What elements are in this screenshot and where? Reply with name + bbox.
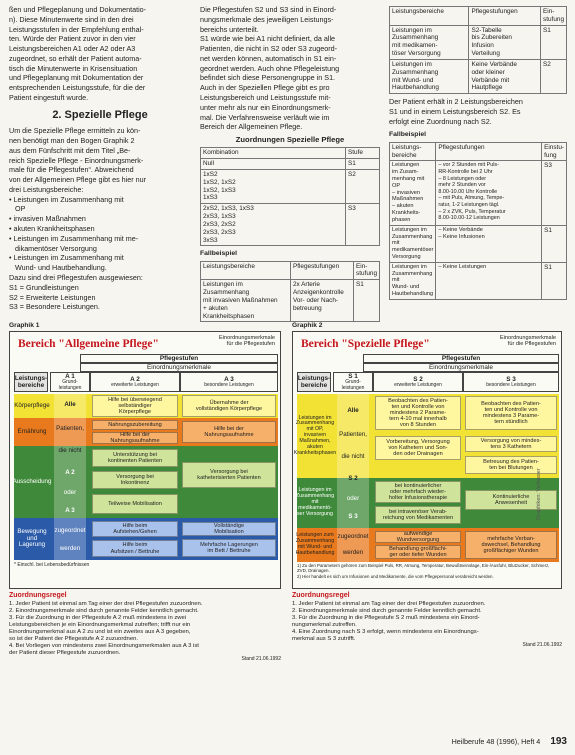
level-word: oder — [346, 494, 360, 502]
zuord-line: Einordnungsmerkmal aus A 2 zu und ist ein zweites aus A 3 gegeben, — [9, 629, 191, 636]
row-label: Leistungen zum Zusammenhang mit Wund- und Hautbehandlung — [295, 532, 335, 556]
graphic-2-label: Graphik 2 — [292, 322, 323, 329]
graphic-footnote: * Einschl. bei Lebensbedürfnissen — [14, 562, 90, 568]
graphic-footnote: 1) Zu den Parametern gehören zum Beispiel Puls, RR, Atmung, Temperatur, Bewußtseinslage, Ein-/Ausfuhr, Blutzucker, Schmerz, ZVD, Drainagen. — [297, 563, 550, 573]
page-number: 193 — [550, 736, 567, 747]
line: entsprechenden Leistungsstufe, für die der — [9, 83, 146, 93]
merkmale-header: Einordnungsmerkmale — [80, 363, 278, 372]
table-row — [390, 161, 567, 225]
table-cell: Leistungen im Zusam- menhang mit OP – invasiven Maßnahmen – akuten Krankheits- phasen — [390, 161, 436, 225]
table-header-row — [390, 7, 567, 26]
table-header: Pflegestufungen — [436, 142, 542, 161]
row-label: Leistungen im Zusammenhang mit medikamentö- ser Versorgung — [295, 487, 335, 517]
s2-cell: Beobachten des Patien- ten und Kontrolle von mindestens 2 Parame- tern 4-10 mal innerhalb von 8 Stunden — [375, 396, 461, 430]
level-word: Patienten, — [56, 424, 84, 432]
table-cell: 2xS2, 1xS3, 1xS3 2xS3, 1xS3 2xS3, 2xS2 2xS3, 2xS3 3xS3 — [201, 204, 346, 246]
col-code: S 3 — [506, 375, 516, 383]
zuord-line: nungsmerkmal zutreffen. — [292, 622, 357, 629]
a2-cell: Unterstützung bei kontinenten Patienten — [92, 449, 178, 467]
col-code: S 1 — [348, 372, 358, 380]
table-cell: 2x Arterie Anzeigenkontrolle Vor- oder Nach- betreuung — [290, 280, 353, 322]
a2-cell: Versorgung bei Inkontinenz — [92, 471, 178, 489]
line: S1 würde wie bei A1 nicht definiert, da alle — [200, 34, 336, 44]
line: ßen und Pflegeplanung und Dokumentatio- — [9, 5, 147, 14]
line: nen benötigt man den Bogen Graphik 2 — [9, 136, 135, 145]
pflegestufen-header: Pflegestufen — [363, 354, 559, 363]
col-head-s1 — [333, 372, 373, 392]
col-head-a3 — [180, 372, 278, 392]
level-word: oder — [63, 488, 77, 496]
merkmale-header: Einordnungsmerkmale — [363, 363, 559, 372]
level-word: A 3 — [65, 506, 75, 514]
a2-cell: Hilfe beim Aufstehen/Gehen — [92, 521, 178, 537]
col-sub: Grund- leistungen — [58, 379, 82, 391]
zuord-line: 4. Eine Zuordnung nach S 3 erfolgt, wenn mindestens ein Einordnungs- — [292, 629, 479, 636]
row-label: Körperpflege — [14, 401, 50, 409]
line: geordnet werden. Auch ohne Pflegeleistung — [200, 63, 340, 73]
row-label: Ausscheidung — [12, 477, 52, 485]
table-cell: – vor 2 Stunden mit Puls- RR-Kontrolle bei 2 Uhr – 8 Leistungen oder mehr 2 Stunden vor 8.00-10.00 Uhr Kontrolle – mit Puls, Atmung, Tempe- ratur, 1-2 Leistungen tägl. – 2 x ZVK, Puls, Temperatur 8.00-10.00-12 Leistungen — [436, 161, 542, 225]
line: S1 = Grundleistungen — [9, 282, 79, 292]
a2-cell: Hilfe beim Aufsitzen / Bettruhe — [92, 540, 178, 557]
s2-cell: bei kontinuierlicher oder mehrfach wieder- holter Infusionstherapie — [375, 481, 461, 503]
a2-cell: Nahrungszubereitung — [92, 420, 178, 430]
table-row — [201, 159, 380, 170]
table-cell: S1 — [354, 280, 380, 322]
zuordnungsregel-1 — [9, 592, 281, 663]
line: bereichs unterteilt. — [200, 24, 259, 34]
table-cell: S3 — [542, 161, 567, 225]
col-code: A 2 — [130, 375, 140, 383]
bullet: dikamentöser Versorgung — [15, 243, 97, 253]
bullet: • akuten Krankheitsphasen — [9, 224, 95, 234]
s3-cell: Beobachten des Patien- ten und Kontrolle von mindestens 3 Parame- tern stündlich — [465, 396, 557, 430]
line: Patient eingestuft wurde. — [9, 93, 89, 103]
level-word: A 2 — [65, 468, 75, 476]
table-cell: – Keine Verbände – Keine Infusionen — [436, 225, 542, 262]
table-cell: S1 — [542, 262, 567, 299]
section-heading: 2. Spezielle Pflege — [52, 108, 148, 121]
table-row — [390, 25, 567, 59]
line: Der Patient erhält in 2 Leistungsbereichen — [389, 97, 523, 107]
top-table — [389, 6, 567, 94]
graphic-footnote: 2) Hier handelt es sich um Infusionen und Medikamente, die vom Pflegepersonal verabreicht werden. — [297, 574, 494, 579]
line: Leistungsbereich und Leistungsstufe mit- — [200, 93, 331, 103]
graphic-1 — [9, 331, 281, 589]
level-word: Patienten, — [339, 430, 367, 438]
graphic-subtitle: Einordnungsmerkmale für die Pflegestufen — [219, 335, 275, 348]
level-word: die nicht — [58, 446, 82, 454]
assignments-table — [200, 147, 380, 246]
zuord-line: Leistungsbereichen je ein Einordnungsmerkmal zutreffen; trifft nur ein — [9, 622, 191, 629]
table-header: Einstu- fung — [542, 142, 567, 161]
a3-cell: Hilfe bei der Nahrungsaufnahme — [182, 421, 276, 443]
table-cell: S1 — [541, 25, 567, 59]
s2-cell: bei intravenöser Verab- reichung von Medikamenten — [375, 506, 461, 524]
table-row — [390, 59, 567, 93]
line: Um die Spezielle Pflege ermitteln zu kön- — [9, 126, 141, 136]
a3-cell: Mehrfache Lagerungen im Bett / Bettruhe — [182, 539, 276, 557]
zuord-line: 1. Jeder Patient ist einmal am Tag einer der drei Pflegestufen zuzuordnen. — [292, 601, 486, 608]
s2-cell: aufwendige Wundversorgung — [375, 531, 461, 543]
line: n). Diese Minutenwerte sind in den drei — [9, 14, 134, 24]
table-cell: Leistungen im Zusammenhang mit medikamen- töser Versorgung — [390, 25, 469, 59]
case-table — [200, 261, 380, 323]
level-word: zugeordnet — [337, 532, 369, 540]
table-row — [201, 280, 380, 322]
table-cell: S2 — [541, 59, 567, 93]
table-header: Pflegestufungen — [290, 261, 353, 280]
level-word: werden — [342, 548, 364, 556]
table-header-row — [201, 148, 380, 159]
line: mal. Die Verfahrensweise verläuft wie im — [200, 112, 330, 122]
level-word: zugeordnet — [54, 526, 86, 534]
line: S1 und in einem Leistungsbereich S2. Es — [389, 106, 521, 116]
a2-cell: Hilfe bei überwiegend selbständiger Körperpflege — [92, 395, 178, 417]
case-table-2 — [389, 142, 567, 300]
line: net werden können, automatisch in S1 ein- — [200, 53, 337, 63]
table-cell: Leistungen im Zusammenhang mit medikamentöser Versorgung — [390, 225, 436, 262]
col2-para — [200, 6, 380, 132]
table-row — [201, 170, 380, 204]
graphic-title: Bereich "Spezielle Pflege" — [301, 338, 430, 350]
stand-date: Stand 21.06.1992 — [522, 642, 562, 649]
zuord-line: 1. Jeder Patient ist einmal am Tag einer der drei Pflegestufen zuzuordnen. — [9, 601, 203, 608]
table-header: Leistungsbereiche — [201, 261, 291, 280]
graphic-2 — [292, 331, 562, 589]
col1-para3 — [9, 274, 191, 312]
a2-cell: Hilfe bei der Nahrungsaufnahme — [92, 432, 178, 444]
col1-para1 — [9, 6, 191, 103]
table-title: Zuordnungen Spezielle Pflege — [235, 135, 345, 145]
bullet: Wund- und Hautbehandlung. — [15, 263, 107, 273]
bullet: • invasiven Maßnahmen — [9, 214, 86, 224]
col-sub: besondere Leistungen — [204, 381, 254, 388]
table-row — [390, 225, 567, 262]
case-example-label: Fallbeispiel — [200, 250, 238, 258]
s2-cell: Behandlung großflächi- ger oder tiefer Wunden — [375, 545, 461, 559]
line: Patienten, die nicht in S2 oder S3 zugeord- — [200, 44, 338, 54]
s3-cell: Betreuung des Patien- ten bei Blutungen — [465, 456, 557, 474]
col-sub: besondere Leistungen — [486, 381, 536, 388]
col-sub: erweiterte Leistungen — [394, 381, 442, 388]
table-row — [201, 204, 380, 246]
col-sub: erweiterte Leistungen — [111, 381, 159, 388]
table-cell: S2 — [346, 170, 380, 204]
stand-date: Stand 21.06.1992 — [241, 656, 281, 662]
level-word: werden — [59, 544, 81, 552]
leistungsbereiche-header: Leistungs- bereiche — [297, 372, 331, 392]
s2-cell: Vorbereitung, Versorgung von Kathetern und Son- den oder Drainagen — [375, 436, 461, 460]
line: nungsmerkmale des jeweiligen Leistungs- — [200, 14, 334, 24]
line: ten. Würde der Patient zuvor in den vier — [9, 34, 136, 44]
line: male für die Pflegestufen“. Abweichend — [9, 165, 134, 175]
line: tisch die Minutenwerte in Krisensituation — [9, 63, 138, 73]
table-header: Leistungsbereiche — [390, 7, 469, 26]
s3-cell: mehrfache Verban- dswechsel, Behandlung großflächiger Wunden — [465, 531, 557, 559]
level-word: Alle — [347, 406, 359, 414]
a3-cell: Vollständige Mobilisation — [182, 522, 276, 536]
bullet: • Leistungen im Zusammenhang mit — [9, 194, 124, 204]
line: erfolgt eine Zuordnung nach S2. — [389, 116, 492, 126]
level-word: S 2 — [348, 474, 358, 482]
row-label: Bewegung und Lagerung — [17, 527, 47, 549]
line: Leistungsbereichen A1 oder A2 oder A3 — [9, 44, 136, 54]
table-cell: – Keine Leistungen — [436, 262, 542, 299]
a2-cell: Teilweise Mobilisation — [92, 494, 178, 514]
line: Die Pflegestufen S2 und S3 sind in Einord- — [200, 5, 337, 14]
table-cell: S1 — [346, 159, 380, 170]
a3-cell: Übernahme der vollständigen Körperpflege — [182, 395, 276, 417]
table-header-row — [201, 261, 380, 280]
col-head-s2 — [373, 372, 463, 392]
level-word: S 3 — [348, 512, 358, 520]
table-header: Kombination — [201, 148, 346, 159]
table-cell: S1 — [542, 225, 567, 262]
zuord-line: merkmal aus S 3 zutrifft. — [292, 636, 356, 643]
line: befindet sich diese Personengruppe in S1. — [200, 73, 336, 83]
table-cell: Leistungen im Zusammenhang mit Wund- und Hautbehandlung — [390, 262, 436, 299]
col-head-a2 — [90, 372, 180, 392]
journal-reference: Heilberufe 48 (1996), Heft 4 — [451, 737, 541, 746]
graphic-title: Bereich "Allgemeine Pflege" — [18, 338, 159, 350]
line: Bereich der Allgemeinen Pflege. — [200, 122, 303, 132]
line: reich Spezielle Pflege - Einordnungsmerk- — [9, 155, 144, 165]
col-code: A 3 — [224, 375, 234, 383]
table-header: Ein- stufung — [541, 7, 567, 26]
zuord-line: 4. Bei Vorliegen von mindestens zwei Einordnungsmerkmalen aus A 3 ist — [9, 643, 199, 650]
text-column-3 — [389, 6, 567, 300]
table-cell: S3 — [346, 204, 380, 246]
line: Dazu sind drei Pflegestufen ausgewiesen: — [9, 272, 143, 282]
bullet: • Leistungen im Zusammenhang mit — [9, 253, 124, 263]
leistungsbereiche-header: Leistungs- bereiche — [14, 372, 48, 392]
side-credit: Graphiken: Verfasser — [536, 468, 542, 520]
text-column-1 — [9, 6, 191, 313]
page-footer — [380, 736, 567, 748]
level-word: die nicht — [341, 452, 365, 460]
bullet: • Leistungen im Zusammenhang mit me- — [9, 233, 139, 243]
row-label: Leistungen im Zusammenhang mit OP, invasiven Maßnahmen, akuten Krankheitsphasen — [293, 414, 337, 456]
table-header: Leistungs- bereiche — [390, 142, 436, 161]
table-cell: 1xS2 1xS2, 1xS2 1xS2, 1xS3 1xS3 — [201, 170, 346, 204]
table-cell: Leistungen im Zusammenhang mit invasiven Maßnahmen + akuten Krankheitsphasen — [201, 280, 291, 322]
zuord-title: Zuordnungsregel — [292, 592, 350, 599]
zuord-line: 2. Einordnungsmerkmale sind durch genannte Felder kenntlich gemacht. — [9, 608, 199, 615]
case-example-label: Fallbeispiel — [389, 131, 427, 139]
line: drei Leistungsbereiche: — [9, 184, 84, 194]
col-code: S 2 — [413, 375, 423, 383]
table-header: Ein- stufung — [354, 261, 380, 280]
line: S2 = Erweiterte Leistungen — [9, 292, 96, 302]
col-code: A 1 — [65, 372, 75, 380]
table-cell: Leistungen im Zusammenhang mit Wund- und Hautbehandlung — [390, 59, 469, 93]
zuord-title: Zuordnungsregel — [9, 592, 67, 599]
line: aus dem Fünfschritt mit dem Titel „Be- — [9, 145, 131, 155]
table-cell: Keine Verbände oder kleiner Verbände mit Hautpflege — [469, 59, 541, 93]
col-sub: Grund- leistungen — [341, 379, 365, 391]
zuord-line: so ist der Patient der Pflegestufe A 2 zuzuordnen. — [9, 636, 139, 643]
bullet: OP — [15, 204, 26, 214]
zuord-line: 2. Einordnungsmerkmale sind durch genannte Felder kenntlich gemacht. — [292, 608, 482, 615]
col1-para2 — [9, 127, 191, 194]
pflegestufen-header: Pflegestufen — [80, 354, 278, 363]
line: von der Allgemeinen Pflege gibt es hier nur — [9, 175, 147, 185]
a3-cell: Versorgung bei katheterisierten Patienten — [182, 462, 276, 488]
s3-cell: Kontinuierliche Anwesenheit — [465, 490, 557, 510]
graphic-1-label: Graphik 1 — [9, 322, 40, 329]
table-header: Pflegestufungen — [469, 7, 541, 26]
level-word: Alle — [64, 400, 76, 408]
line: unter mehr als nur ein Einordnungsmerk- — [200, 102, 331, 112]
zuord-line: der Patient dieser Pflegestufe zuzuordnen. — [9, 650, 121, 657]
zuordnungsregel-2 — [292, 592, 562, 649]
col-head-s3 — [463, 372, 559, 392]
col-head-a1 — [50, 372, 90, 392]
graphic-subtitle: Einordnungsmerkmale für die Pflegestufen — [500, 335, 556, 348]
zuord-line: 3. Für die Zuordnung in die Pflegestufe S 2 muß mindestens ein Einord- — [292, 615, 480, 622]
table-cell: Null — [201, 159, 346, 170]
zuord-line: 3. Für die Zuordnung in der Pflegestufe A 2 muß mindestens in zwei — [9, 615, 187, 622]
col3-para — [389, 98, 567, 126]
table-header: Stufe — [346, 148, 380, 159]
line: Auch in der Speziellen Pflege gibt es pro — [200, 83, 330, 93]
row-label: Ernährung — [17, 427, 47, 435]
line: zugeordnet, so erhält der Patient automa- — [9, 53, 142, 63]
line: Leistungsstufen in der Empfehlung enthal- — [9, 24, 144, 34]
text-column-2 — [200, 6, 380, 322]
s3-cell: Versorgung von mindes- tens 3 Kathetern — [465, 436, 557, 452]
table-cell: S2-Tabelle bis Zubereiten Infusion Verteilung — [469, 25, 541, 59]
bullet-list — [9, 196, 191, 273]
table-header-row — [390, 142, 567, 161]
table-row — [390, 262, 567, 299]
line: und Pflegeplanung mit Dokumentation der — [9, 73, 144, 83]
line: S3 = Besondere Leistungen. — [9, 302, 100, 312]
